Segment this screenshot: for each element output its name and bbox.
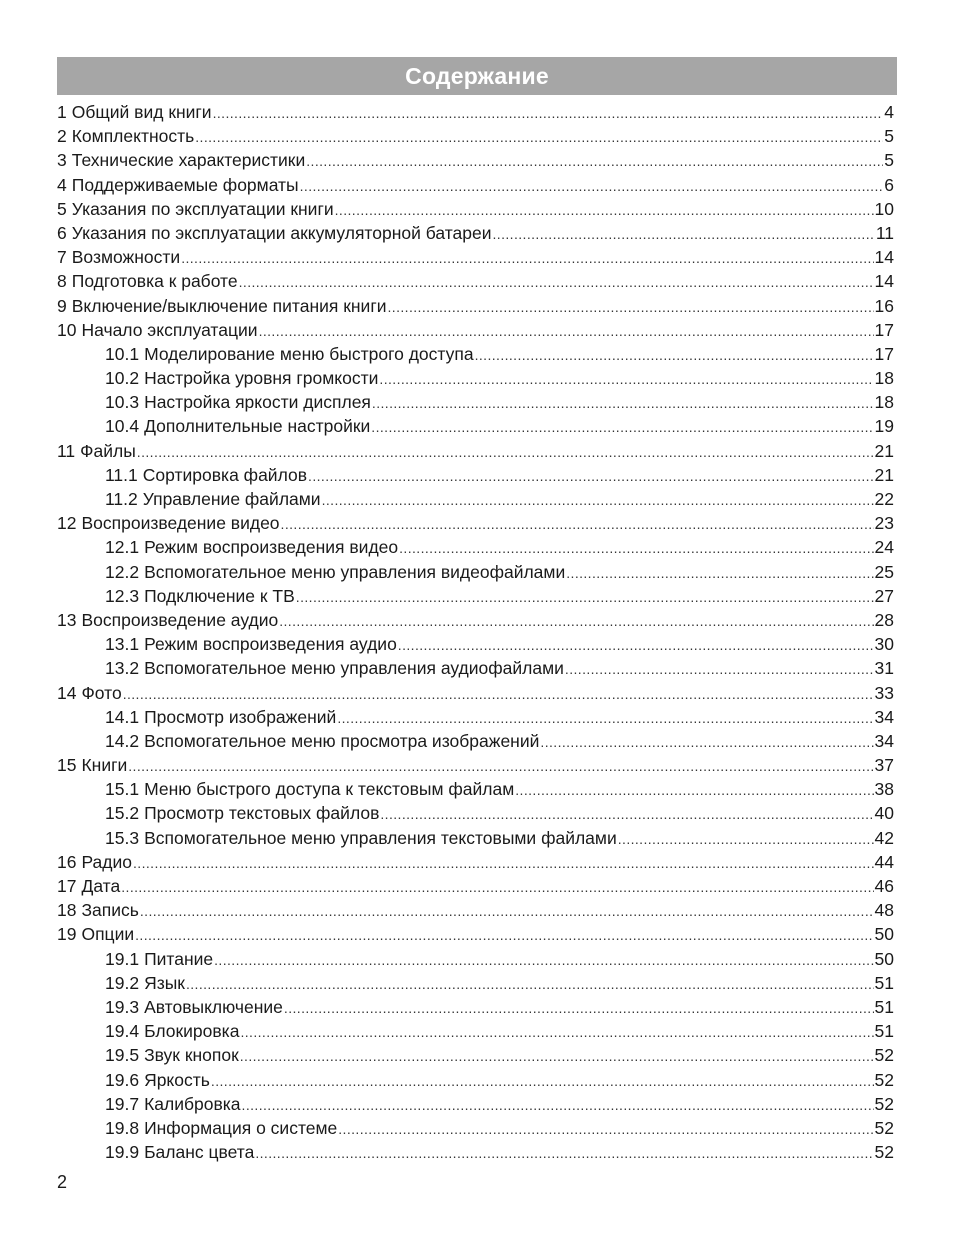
toc-dot-leader [379, 367, 873, 390]
toc-entry[interactable] [57, 729, 894, 753]
toc-entry-page: 4 [884, 102, 894, 122]
toc-entry-number: 15.2 [105, 803, 140, 824]
toc-entry-page: 10 [874, 198, 894, 219]
toc-entry-label: Книги [81, 755, 128, 776]
toc-entry-label: Звук кнопок [144, 1045, 239, 1066]
toc-entry[interactable] [57, 100, 894, 124]
toc-entry-number: 6 [57, 222, 67, 243]
toc-entry-page: 37 [874, 755, 894, 776]
toc-dot-leader [338, 1117, 873, 1140]
toc-entry[interactable] [57, 197, 894, 221]
toc-entry-label: Вспомогательное меню управления видеофайлами [144, 561, 566, 582]
toc-entry[interactable] [57, 173, 894, 197]
toc-entry-number: 9 [57, 295, 67, 316]
toc-entry-number: 13.2 [105, 658, 140, 679]
toc-entry-label: Информация о системе [144, 1117, 338, 1138]
toc-entry-number: 12 [57, 513, 77, 534]
toc-entry-label: Общий вид книги [71, 102, 212, 122]
toc-entry-number: 4 [57, 174, 67, 195]
toc-dot-leader [388, 295, 874, 318]
toc-entry-page: 11 [875, 222, 894, 243]
toc-entry-number: 19.2 [105, 972, 140, 993]
toc-entry-page: 51 [874, 996, 894, 1017]
toc-entry-number: 11.2 [105, 489, 138, 509]
toc-dot-leader [380, 802, 873, 825]
toc-entry-number: 11.1 [105, 464, 138, 485]
toc-entry-page: 51 [874, 1021, 894, 1042]
toc-dot-leader [540, 730, 873, 753]
toc-entry-number: 19.1 [105, 948, 140, 969]
toc-entry-page: 52 [874, 1093, 894, 1114]
toc-entry-page: 21 [874, 464, 894, 485]
toc-entry-number: 13.1 [105, 634, 140, 655]
toc-dot-leader [493, 222, 875, 245]
toc-entry-label: Просмотр изображений [144, 706, 337, 727]
toc-entry-label: Настройка уровня громкости [144, 368, 379, 389]
toc-entry-label: Дополнительные настройки [144, 416, 371, 437]
toc-entry-number: 10.4 [105, 416, 140, 437]
toc-dot-leader [140, 899, 874, 922]
toc-entry-page: 25 [874, 561, 894, 582]
toc-entry-label: Подключение к ТВ [144, 585, 295, 606]
toc-dot-leader [399, 536, 873, 559]
toc-entry-page: 23 [874, 513, 894, 534]
toc-dot-leader [135, 923, 873, 946]
toc-entry-number: 19.8 [105, 1117, 140, 1138]
toc-entry-number: 1 [57, 102, 67, 122]
toc-dot-leader [296, 585, 874, 608]
toc-entry-number: 10.2 [105, 368, 140, 389]
toc-dot-leader [279, 609, 873, 632]
toc-dot-leader [211, 1069, 874, 1092]
toc-entry-label: Подготовка к работе [71, 271, 238, 292]
toc-dot-leader [195, 125, 883, 148]
toc-entry-page: 34 [874, 706, 894, 727]
toc-entry[interactable] [57, 318, 894, 342]
toc-entry-page: 38 [874, 779, 894, 800]
toc-entry-page: 14 [874, 271, 894, 292]
toc-dot-leader [566, 561, 873, 584]
toc-entry-label: Вспомогательное меню управления текстовыми файлами [144, 827, 617, 848]
toc-entry-number: 2 [57, 126, 67, 147]
toc-entry-page: 40 [874, 803, 894, 824]
toc-entry[interactable] [57, 922, 894, 946]
toc-entry[interactable] [57, 124, 894, 148]
toc-entry-number: 7 [57, 247, 67, 268]
toc-dot-leader [255, 1141, 873, 1164]
toc-dot-leader [242, 1093, 874, 1116]
toc-entry-label: Указания по эксплуатации книги [71, 198, 334, 219]
toc-entry-page: 31 [874, 658, 894, 679]
toc-entry-number: 3 [57, 150, 67, 171]
toc-entry-number: 14.1 [105, 706, 140, 727]
toc-entry[interactable] [57, 874, 894, 898]
toc-entry[interactable] [57, 366, 894, 390]
toc-entry-label: Вспомогательное меню управления аудиофайлами [144, 658, 564, 679]
toc-entry-page: 34 [874, 730, 894, 751]
toc-entry-number: 19.3 [105, 996, 140, 1017]
toc-entry-page: 52 [874, 1117, 894, 1138]
toc-entry-number: 18 [57, 900, 77, 921]
toc-entry-page: 42 [874, 827, 894, 848]
toc-entry-page: 27 [874, 585, 894, 606]
toc-entry-label: Воспроизведение видео [81, 513, 280, 534]
toc-dot-leader [186, 972, 874, 995]
toc-entry-label: Вспомогательное меню просмотра изображений [144, 730, 540, 751]
toc-entry-page: 17 [874, 343, 894, 364]
toc-entry[interactable] [57, 560, 894, 584]
table-of-contents [57, 100, 894, 1164]
toc-entry-page: 21 [874, 440, 894, 461]
toc-entry-page: 30 [874, 634, 894, 655]
toc-entry-label: Режим воспроизведения аудио [144, 634, 397, 655]
toc-entry-number: 17 [57, 876, 77, 896]
toc-entry[interactable] [57, 390, 894, 414]
toc-entry[interactable] [57, 414, 894, 438]
toc-entry-label: Сортировка файлов [142, 464, 308, 485]
toc-dot-leader [308, 464, 874, 487]
toc-entry-number: 19.4 [105, 1021, 140, 1042]
toc-dot-leader [284, 996, 874, 1019]
toc-entry-number: 12.1 [105, 537, 140, 558]
toc-entry[interactable] [57, 1019, 894, 1043]
toc-entry-page: 46 [874, 876, 894, 896]
toc-entry-page: 44 [874, 851, 894, 872]
toc-entry-page: 17 [874, 319, 894, 340]
toc-entry-label: Фото [81, 682, 122, 703]
toc-entry-page: 50 [874, 948, 894, 969]
toc-entry-number: 19.6 [105, 1069, 140, 1090]
toc-entry-label: Настройка яркости дисплея [144, 392, 371, 413]
toc-entry-label: Управление файлами [142, 489, 321, 509]
toc-entry[interactable] [57, 245, 894, 269]
toc-dot-leader [137, 440, 874, 463]
toc-entry-number: 12.2 [105, 561, 140, 582]
toc-entry-label: Просмотр текстовых файлов [144, 803, 380, 824]
toc-entry-number: 14 [57, 682, 77, 703]
toc-entry[interactable] [57, 294, 894, 318]
toc-entry-label: Возможности [71, 247, 181, 268]
toc-entry-number: 15 [57, 755, 77, 776]
toc-entry[interactable] [57, 342, 894, 366]
toc-entry-page: 48 [874, 900, 894, 921]
toc-entry-page: 18 [874, 368, 894, 389]
toc-entry[interactable] [57, 826, 894, 850]
toc-entry-page: 28 [874, 609, 894, 630]
toc-entry-page: 33 [874, 682, 894, 703]
toc-entry-page: 52 [874, 1069, 894, 1090]
toc-entry-label: Режим воспроизведения видео [144, 537, 399, 558]
page-number: 2 [57, 1172, 68, 1192]
toc-dot-leader [181, 246, 873, 269]
toc-entry-page: 51 [874, 972, 894, 993]
toc-entry-label: Моделирование меню быстрого доступа [144, 343, 474, 364]
toc-entry-number: 15.3 [105, 827, 140, 848]
toc-entry-number: 19.5 [105, 1045, 140, 1066]
toc-entry-number: 19.7 [105, 1093, 140, 1114]
toc-entry[interactable] [57, 511, 894, 535]
toc-entry-page: 52 [874, 1045, 894, 1066]
toc-entry-label: Дата [81, 876, 121, 896]
toc-dot-leader [121, 875, 873, 898]
toc-entry[interactable] [57, 269, 894, 293]
toc-entry-label: Файлы [80, 440, 136, 461]
toc-entry[interactable] [57, 705, 894, 729]
toc-dot-leader [335, 198, 874, 221]
toc-dot-leader [240, 1044, 874, 1067]
toc-entry-label: Питание [144, 948, 214, 969]
toc-entry-page: 18 [874, 392, 894, 413]
toc-entry[interactable] [57, 995, 894, 1019]
toc-entry[interactable] [57, 1068, 894, 1092]
toc-entry[interactable] [57, 1043, 894, 1067]
toc-dot-leader [337, 706, 873, 729]
toc-entry-label: Яркость [144, 1069, 210, 1090]
toc-entry-label: Комплектность [71, 126, 195, 147]
toc-entry-label: Блокировка [144, 1021, 240, 1042]
toc-entry-number: 19 [57, 924, 77, 945]
toc-entry-page: 14 [874, 247, 894, 268]
toc-entry-label: Указания по эксплуатации аккумуляторной батареи [71, 222, 492, 243]
toc-entry[interactable] [57, 148, 894, 172]
toc-entry[interactable] [57, 681, 894, 705]
toc-entry-label: Поддерживаемые форматы [71, 174, 299, 195]
toc-entry-page: 6 [884, 174, 894, 195]
toc-dot-leader [128, 754, 873, 777]
toc-dot-leader [306, 149, 883, 172]
toc-entry-label: Начало эксплуатации [81, 319, 258, 340]
toc-entry[interactable] [57, 1092, 894, 1116]
toc-entry[interactable] [57, 463, 894, 487]
toc-entry-number: 5 [57, 198, 67, 219]
toc-entry-number: 19.9 [105, 1142, 140, 1163]
toc-entry[interactable] [57, 753, 894, 777]
toc-entry[interactable] [57, 608, 894, 632]
toc-entry-page: 5 [884, 126, 894, 147]
toc-entry[interactable] [57, 801, 894, 825]
toc-entry-page: 50 [874, 924, 894, 945]
toc-dot-leader [322, 488, 874, 511]
toc-entry[interactable] [57, 1116, 894, 1140]
toc-entry-label: Баланс цвета [144, 1142, 255, 1163]
toc-dot-leader [515, 778, 873, 801]
toc-entry-label: Запись [81, 900, 139, 921]
toc-entry[interactable] [57, 850, 894, 874]
toc-entry-page: 22 [874, 489, 894, 509]
toc-entry-label: Опции [81, 924, 135, 945]
toc-dot-leader [259, 319, 874, 342]
toc-entry[interactable] [57, 947, 894, 971]
toc-entry-number: 15.1 [105, 779, 140, 800]
toc-entry-label: Радио [81, 851, 133, 872]
toc-entry[interactable] [57, 535, 894, 559]
toc-dot-leader [398, 633, 874, 656]
toc-entry-number: 12.3 [105, 585, 140, 606]
toc-dot-leader [133, 851, 874, 874]
toc-dot-leader [372, 391, 874, 414]
toc-entry-number: 13 [57, 609, 77, 630]
toc-dot-leader [281, 512, 874, 535]
toc-entry-page: 52 [874, 1142, 894, 1163]
page-title: Содержание [405, 62, 549, 89]
toc-entry-label: Включение/выключение питания книги [71, 295, 387, 316]
toc-dot-leader [371, 415, 873, 438]
toc-entry-page: 19 [874, 416, 894, 437]
toc-dot-leader [300, 174, 884, 197]
toc-dot-leader [214, 948, 873, 971]
toc-entry-number: 11 [57, 440, 76, 461]
toc-entry-label: Калибровка [144, 1093, 241, 1114]
toc-entry[interactable] [57, 777, 894, 801]
title-bar [57, 57, 897, 95]
toc-entry[interactable] [57, 632, 894, 656]
toc-entry[interactable] [57, 656, 894, 680]
toc-entry-label: Технические характеристики [71, 150, 306, 171]
toc-entry-number: 14.2 [105, 730, 140, 751]
toc-entry-number: 8 [57, 271, 67, 292]
toc-dot-leader [240, 1020, 873, 1043]
toc-entry[interactable] [57, 439, 894, 463]
toc-entry-number: 10 [57, 319, 77, 340]
toc-entry[interactable] [57, 221, 894, 245]
toc-entry-label: Меню быстрого доступа к текстовым файлам [144, 779, 515, 800]
toc-dot-leader [475, 343, 874, 366]
toc-entry[interactable] [57, 971, 894, 995]
toc-dot-leader [123, 682, 874, 705]
toc-dot-leader [239, 270, 874, 293]
toc-entry[interactable] [57, 584, 894, 608]
toc-entry-page: 5 [884, 150, 894, 171]
toc-dot-leader [618, 827, 874, 850]
toc-dot-leader [565, 657, 874, 680]
toc-entry[interactable] [57, 1140, 894, 1164]
toc-entry[interactable] [57, 487, 894, 511]
toc-entry-label: Воспроизведение аудио [81, 609, 279, 630]
toc-entry-number: 10.1 [105, 343, 140, 364]
toc-entry-number: 10.3 [105, 392, 140, 413]
toc-entry[interactable] [57, 898, 894, 922]
toc-entry-page: 24 [874, 537, 894, 558]
toc-dot-leader [213, 101, 884, 124]
toc-entry-page: 16 [874, 295, 894, 316]
toc-entry-number: 16 [57, 851, 77, 872]
toc-entry-label: Язык [144, 972, 185, 993]
toc-entry-label: Автовыключение [144, 996, 283, 1017]
